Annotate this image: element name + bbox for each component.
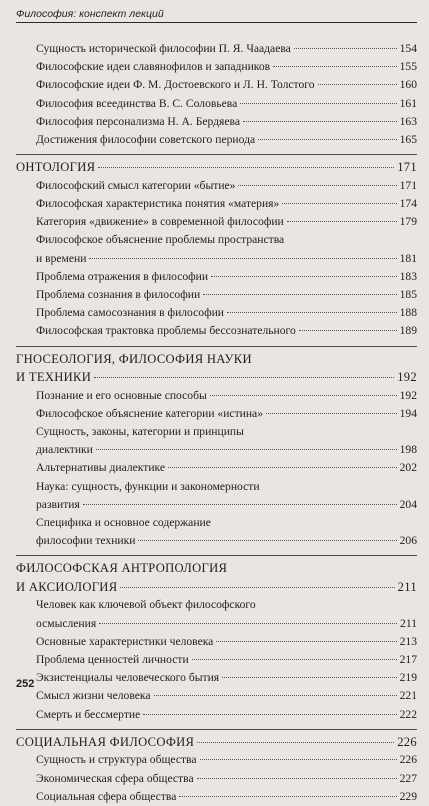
section-divider <box>16 555 417 556</box>
section-divider <box>16 346 417 347</box>
toc-section-social <box>16 733 417 806</box>
toc-entry[interactable]: Экзистенциалы человеческого бытия 219 <box>36 671 417 685</box>
toc-section-anthropology <box>16 559 417 723</box>
section-divider <box>16 154 417 155</box>
toc-entry[interactable]: Проблема сознания в философии 185 <box>36 287 417 301</box>
toc-entry[interactable]: философии техники 206 <box>36 534 417 548</box>
toc-entry[interactable]: Философия персонализма Н. А. Бердяева 163 <box>36 114 417 128</box>
toc-entry[interactable]: Философские идеи Ф. М. Достоевского и Л. Н. Толстого 160 <box>36 78 417 92</box>
toc-entry[interactable]: Альтернативы диалектике 202 <box>36 461 417 475</box>
toc-entry[interactable]: Основные характеристики человека 213 <box>36 634 417 648</box>
toc-entry[interactable]: развития 204 <box>36 497 417 511</box>
toc-entry[interactable]: Категория «движение» в современной философии 179 <box>36 215 417 229</box>
toc-entry[interactable]: диалектики 198 <box>36 443 417 457</box>
section-heading[interactable]: И АКСИОЛОГИЯ 211 <box>16 579 417 594</box>
toc-entry[interactable]: и времени 181 <box>36 251 417 265</box>
toc-entry[interactable]: Сущность и структура общества 226 <box>36 753 417 767</box>
table-of-contents <box>16 40 417 806</box>
toc-entry[interactable]: Философское объяснение категории «истина» 194 <box>36 406 417 420</box>
toc-entry-first-line[interactable]: Философское объяснение проблемы пространства <box>36 233 285 247</box>
section-divider <box>16 729 417 730</box>
toc-entry-first-line[interactable]: Человек как ключевой объект философского <box>36 598 256 612</box>
toc-entry[interactable]: Проблема ценностей личности 217 <box>36 652 417 666</box>
toc-entry[interactable]: Смерть и бессмертие 222 <box>36 707 417 721</box>
toc-entry[interactable]: Смысл жизни человека 221 <box>36 689 417 703</box>
section-heading-line1[interactable]: ФИЛОСОФСКАЯ АНТРОПОЛОГИЯ <box>16 561 228 576</box>
toc-entry[interactable]: Социальная сфера общества 229 <box>36 789 417 803</box>
toc-section-gnoseology <box>16 350 417 551</box>
toc-entry-first-line[interactable]: Наука: сущность, функции и закономерности <box>36 479 260 493</box>
toc-entry[interactable]: Проблема самосознания в философии 188 <box>36 306 417 320</box>
section-heading[interactable]: ОНТОЛОГИЯ 171 <box>16 160 417 175</box>
toc-group-russian-philosophy <box>16 40 417 149</box>
section-heading[interactable]: СОЦИАЛЬНАЯ ФИЛОСОФИЯ 226 <box>16 734 417 749</box>
toc-entry[interactable]: Сущность исторической философии П. Я. Чаадаева 154 <box>36 42 417 55</box>
toc-entry[interactable]: Философская характеристика понятия «материя» 174 <box>36 196 417 210</box>
toc-entry[interactable]: Экономическая сфера общества 227 <box>36 771 417 785</box>
toc-entry-first-line[interactable]: Сущность, законы, категории и принципы <box>36 424 244 438</box>
toc-entry[interactable]: Проблема отражения в философии 183 <box>36 269 417 283</box>
toc-entry[interactable]: Достижения философии советского периода 165 <box>36 133 417 147</box>
toc-entry[interactable]: осмысления 211 <box>36 616 417 630</box>
running-header <box>16 8 417 23</box>
section-heading[interactable]: И ТЕХНИКИ 192 <box>16 370 417 385</box>
toc-section-ontology <box>16 158 417 340</box>
toc-entry[interactable]: Философия всеединства В. С. Соловьева 161 <box>36 96 417 110</box>
toc-entry[interactable]: Философские идеи славянофилов и западников 155 <box>36 60 417 74</box>
running-header-title: Философия: конспект лекций <box>16 8 164 20</box>
page-number: 252 <box>16 678 35 690</box>
section-heading-line1[interactable]: ГНОСЕОЛОГИЯ, ФИЛОСОФИЯ НАУКИ <box>16 351 252 366</box>
toc-entry-first-line[interactable]: Специфика и основное содержание <box>36 515 211 529</box>
toc-entry[interactable]: Познание и его основные способы 192 <box>36 388 417 402</box>
toc-entry[interactable]: Философский смысл категории «бытие» 171 <box>36 178 417 192</box>
toc-entry[interactable]: Философская трактовка проблемы бессознательного 189 <box>36 324 417 338</box>
